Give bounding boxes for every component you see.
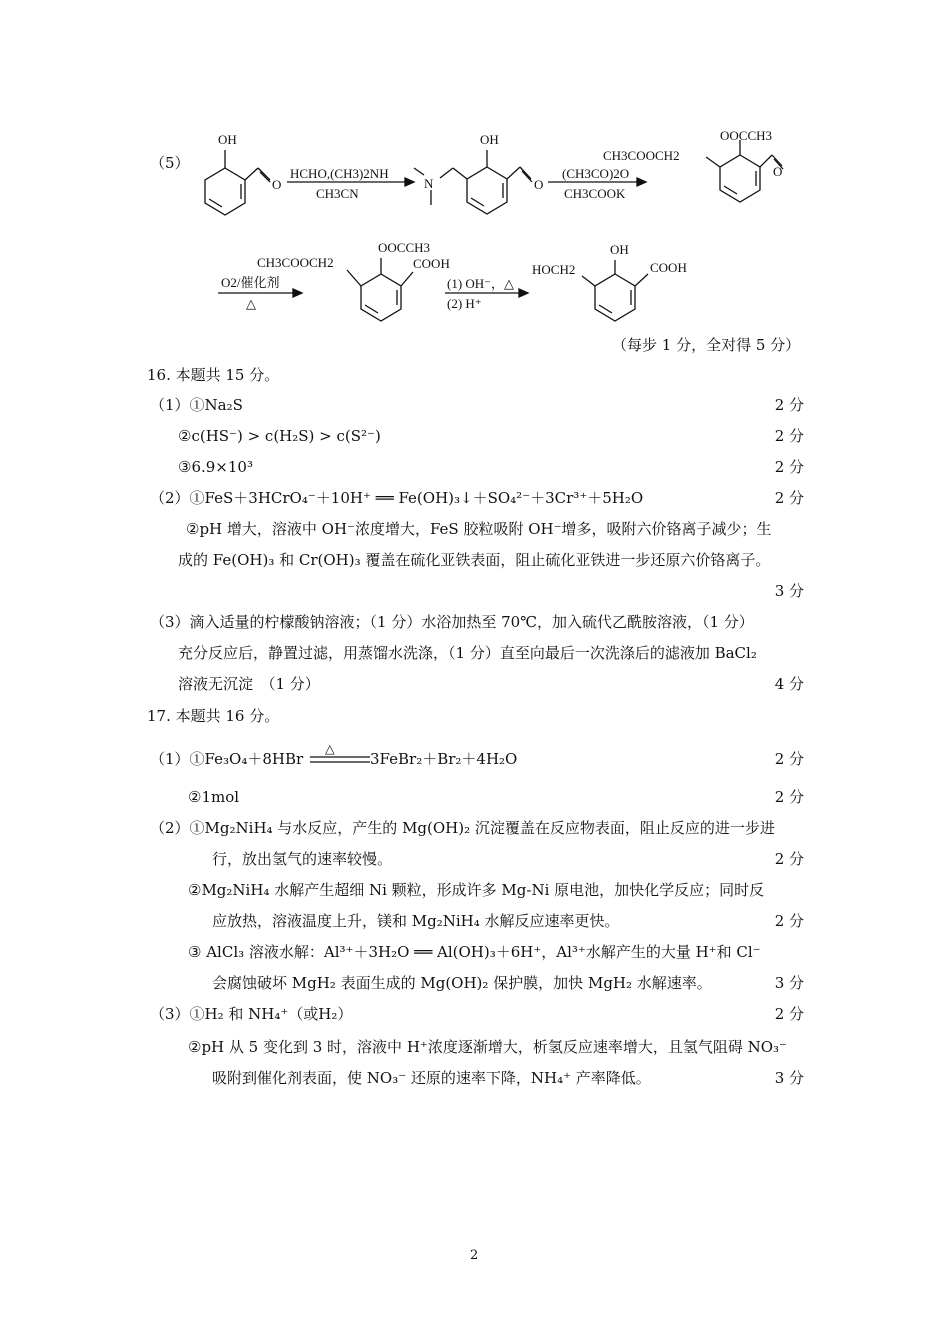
q16-2-1-score: 2 分 (774, 489, 804, 507)
p5-side-label: HOCH2 (532, 262, 576, 277)
q17-1-2: ②1mol (188, 788, 240, 806)
p4-top-label: OOCCH3 (378, 240, 431, 255)
q17-heading: 17. 本题共 16 分。 (147, 707, 280, 725)
q16-heading: 16. 本题共 15 分。 (147, 366, 280, 384)
p4-cooh-label: COOH (413, 256, 450, 271)
q17-1-1-left: （1）①Fe₃O₄＋8HBr (150, 750, 304, 768)
reagent-2-top: (CH3CO)2O (562, 166, 630, 181)
start-oh-label: OH (218, 132, 237, 147)
reagent-4-top: (1) OH⁻，△ (447, 276, 515, 291)
reaction-scheme (0, 110, 950, 450)
final-product-molecule (582, 260, 648, 321)
q16-1-1: （1）①Na₂S (150, 396, 243, 414)
q17-3-1: （3）①H₂ 和 NH₄⁺（或H₂） (150, 1005, 353, 1023)
reagent-4-bottom: (2) H⁺ (447, 296, 482, 311)
reagent-3-bottom: △ (246, 296, 256, 311)
q16-1-3-score: 2 分 (774, 458, 804, 476)
p5-oh-label: OH (610, 242, 629, 257)
q16-2-2-score: 3 分 (774, 582, 804, 600)
q17-1-2-score: 2 分 (774, 788, 804, 806)
reagent-3-top: O2/催化剂 (221, 275, 280, 290)
q16-3-line1: （3）滴入适量的柠檬酸钠溶液；（1 分）水浴加热至 70℃，加入硫代乙酰胺溶液，（1 分） (150, 613, 754, 631)
reagent-2-bottom: CH3COOK (564, 186, 626, 201)
p3-side-label: CH3COOCH2 (603, 148, 680, 163)
q17-1-1-condition: △ (325, 741, 335, 756)
start-molecule (205, 150, 270, 215)
q17-3-2-score: 3 分 (774, 1069, 804, 1087)
q16-1-2: ②c(HS⁻) > c(H₂S) > c(S²⁻) (178, 427, 381, 445)
q16-1-3: ③6.9×10³ (178, 458, 253, 476)
q17-2-2-score: 2 分 (774, 912, 804, 930)
q5-score-note: （每步 1 分，全对得 5 分） (612, 336, 801, 354)
q17-2-1-score: 2 分 (774, 850, 804, 868)
mid-o-label: O (534, 177, 544, 192)
equilibrium-double-line (310, 755, 370, 765)
p3-o-label: O (773, 164, 783, 179)
q17-3-2-line1: ②pH 从 5 变化到 3 时，溶液中 H⁺浓度逐渐增大，析氢反应速率增大，且氢气阻碍 NO₃⁻ (188, 1038, 787, 1056)
product-4-molecule (347, 258, 413, 321)
q17-3-1-score: 2 分 (774, 1005, 804, 1023)
reagent-1-top: HCHO,(CH3)2NH (290, 166, 389, 181)
q16-2-2-line1: ②pH 增大，溶液中 OH⁻浓度增大，FeS 胶粒吸附 OH⁻增多，吸附六价铬离子减少；生 (186, 520, 772, 538)
q17-2-2-line2: 应放热，溶液温度上升，镁和 Mg₂NiH₄ 水解反应速率更快。 (212, 912, 620, 930)
mid-n-label: N (424, 176, 434, 191)
q17-2-3-line2: 会腐蚀破坏 MgH₂ 表面生成的 Mg(OH)₂ 保护膜，加快 MgH₂ 水解速率。 (212, 974, 712, 992)
q16-3-line3: 溶液无沉淀 （1 分） (178, 675, 320, 693)
q17-2-2-line1: ②Mg₂NiH₄ 水解产生超细 Ni 颗粒，形成许多 Mg-Ni 原电池，加快化学反应；同时反 (188, 881, 765, 899)
start-o-label: O (272, 177, 282, 192)
q17-2-3-line1: ③ AlCl₃ 溶液水解：Al³⁺＋3H₂O ══ Al(OH)₃＋6H⁺，Al³⁺水解产生的大量 H⁺和 Cl⁻ (188, 943, 761, 961)
q16-3-score: 4 分 (774, 675, 804, 693)
q17-2-1-line2: 行，放出氢气的速率较慢。 (212, 850, 393, 868)
q17-1-1-right: 3FeBr₂＋Br₂＋4H₂O (370, 750, 518, 768)
page-number: 2 (470, 1248, 479, 1263)
q17-1-1-score: 2 分 (774, 750, 804, 768)
q17-3-2-line2: 吸附到催化剂表面，使 NO₃⁻ 还原的速率下降，NH₄⁺ 产率降低。 (212, 1069, 651, 1087)
product-3-molecule (706, 140, 783, 202)
q17-2-3-score: 3 分 (774, 974, 804, 992)
q16-1-1-score: 2 分 (774, 396, 804, 414)
p4-side-label: CH3COOCH2 (257, 255, 334, 270)
mid-oh-label: OH (480, 132, 499, 147)
q16-2-1: （2）①FeS＋3HCrO₄⁻＋10H⁺ ══ Fe(OH)₃↓＋SO₄²⁻＋3Cr³⁺＋5H₂O (150, 489, 644, 507)
p3-top-label: OOCCH3 (720, 128, 773, 143)
p5-cooh-label: COOH (650, 260, 687, 275)
q16-1-2-score: 2 分 (774, 427, 804, 445)
reagent-1-bottom: CH3CN (316, 186, 359, 201)
q16-2-2-line2: 成的 Fe(OH)₃ 和 Cr(OH)₃ 覆盖在硫化亚铁表面，阻止硫化亚铁进一步还原六价铬离子。 (178, 551, 771, 569)
q17-2-1-line1: （2）①Mg₂NiH₄ 与水反应，产生的 Mg(OH)₂ 沉淀覆盖在反应物表面，阻止反应的进一步进 (150, 819, 775, 837)
q16-3-line2: 充分反应后，静置过滤，用蒸馏水洗涤，（1 分）直至向最后一次洗涤后的滤液加 BaCl₂ (178, 644, 757, 662)
q5-label: （5） (150, 154, 190, 172)
